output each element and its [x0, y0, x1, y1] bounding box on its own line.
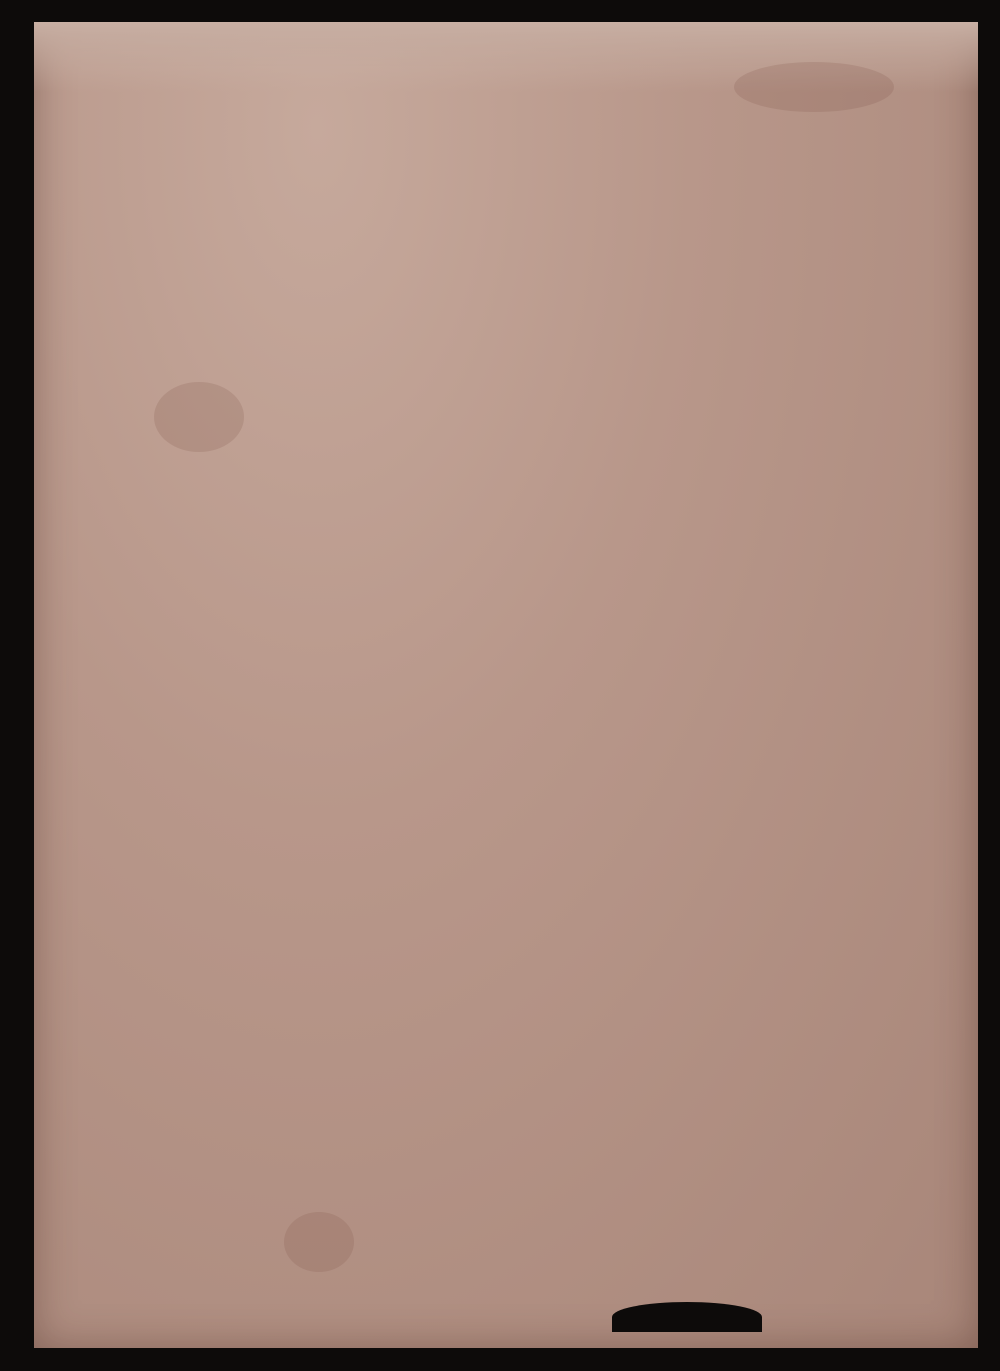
- paper-stain: [154, 382, 244, 452]
- digitization-footer: [600, 1354, 996, 1368]
- page-header: [0, 78, 1000, 118]
- paper-stain: [284, 1212, 354, 1272]
- torn-edge: [612, 1302, 762, 1332]
- book-page: [34, 22, 978, 1348]
